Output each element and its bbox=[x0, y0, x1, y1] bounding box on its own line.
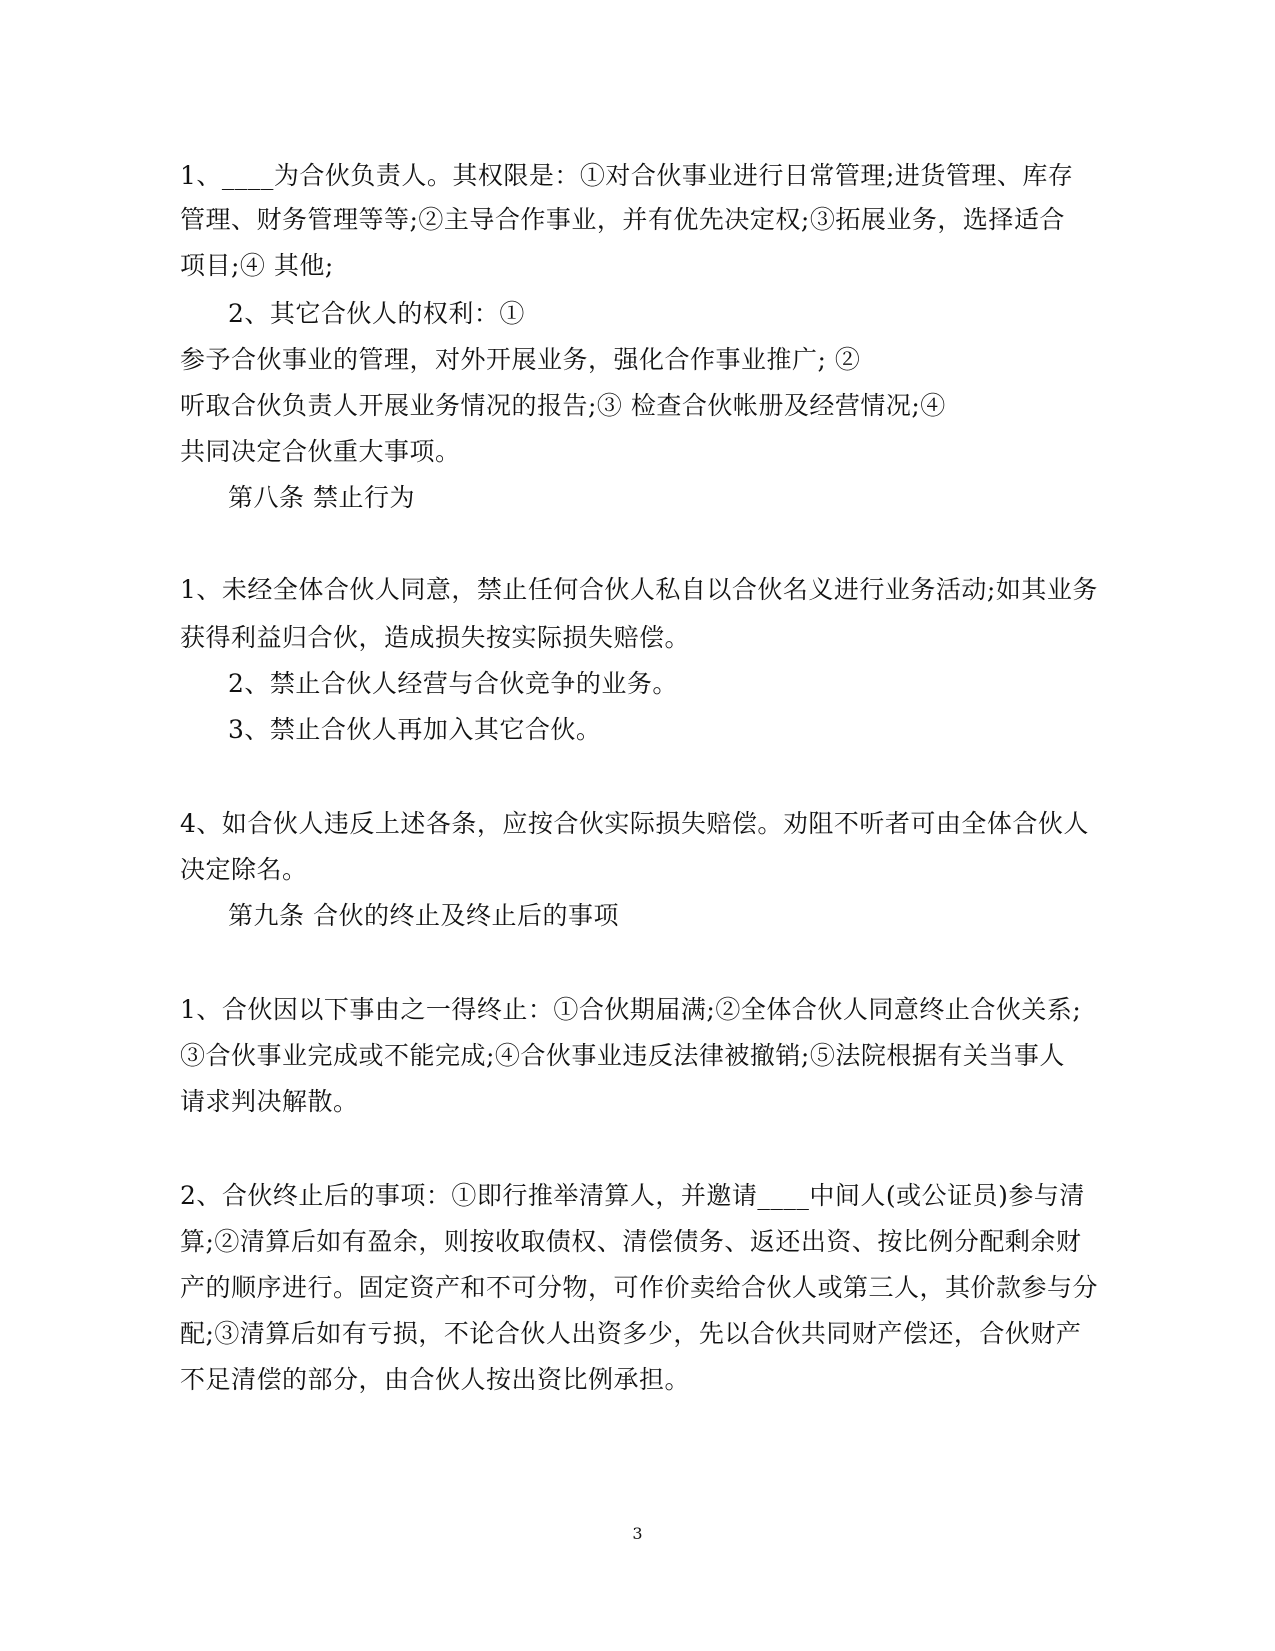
page-number: 3 bbox=[632, 1524, 643, 1543]
section-heading: 第九条 合伙的终止及终止后的事项 bbox=[228, 901, 619, 930]
text-line: 2、合伙终止后的事项：①即行推举清算人，并邀请____中间人(或公证员)参与清 bbox=[180, 1181, 1085, 1210]
text-line: 不足清偿的部分，由合伙人按出资比例承担。 bbox=[180, 1365, 691, 1394]
text-line: 产的顺序进行。固定资产和不可分物，可作价卖给合伙人或第三人，其价款参与分 bbox=[180, 1273, 1099, 1302]
text-line: 决定除名。 bbox=[180, 855, 308, 884]
text-line: 1、未经全体合伙人同意，禁止任何合伙人私自以合伙名义进行业务活动;如其业务 bbox=[180, 575, 1098, 604]
text-line: 2、禁止合伙人经营与合伙竞争的业务。 bbox=[228, 669, 678, 698]
text-line: 听取合伙负责人开展业务情况的报告;③ 检查合伙帐册及经营情况;④ bbox=[180, 391, 946, 420]
text-line: 3、禁止合伙人再加入其它合伙。 bbox=[228, 715, 602, 744]
text-line: 2、其它合伙人的权利：① bbox=[228, 299, 525, 328]
text-line: 请求判决解散。 bbox=[180, 1087, 359, 1116]
text-line: 1、合伙因以下事由之一得终止：①合伙期届满;②全体合伙人同意终止合伙关系; bbox=[180, 995, 1082, 1024]
text-line: 配;③清算后如有亏损，不论合伙人出资多少，先以合伙共同财产偿还，合伙财产 bbox=[180, 1319, 1082, 1348]
text-line: 管理、财务管理等等;②主导合作事业，并有优先决定权;③拓展业务，选择适合 bbox=[180, 205, 1065, 234]
text-line: 获得利益归合伙，造成损失按实际损失赔偿。 bbox=[180, 623, 691, 652]
text-line: 共同决定合伙重大事项。 bbox=[180, 437, 461, 466]
section-heading: 第八条 禁止行为 bbox=[228, 483, 415, 512]
text-line: 算;②清算后如有盈余，则按收取债权、清偿债务、返还出资、按比例分配剩余财 bbox=[180, 1227, 1082, 1256]
text-line: 参予合伙事业的管理，对外开展业务，强化合作事业推广; ② bbox=[180, 345, 861, 374]
text-line: 4、如合伙人违反上述各条，应按合伙实际损失赔偿。劝阻不听者可由全体合伙人 bbox=[180, 809, 1089, 838]
text-line: 1、____为合伙负责人。其权限是：①对合伙事业进行日常管理;进货管理、库存 bbox=[180, 161, 1074, 190]
text-line: 项目;④ 其他; bbox=[180, 251, 334, 280]
text-line: ③合伙事业完成或不能完成;④合伙事业违反法律被撤销;⑤法院根据有关当事人 bbox=[180, 1041, 1065, 1070]
